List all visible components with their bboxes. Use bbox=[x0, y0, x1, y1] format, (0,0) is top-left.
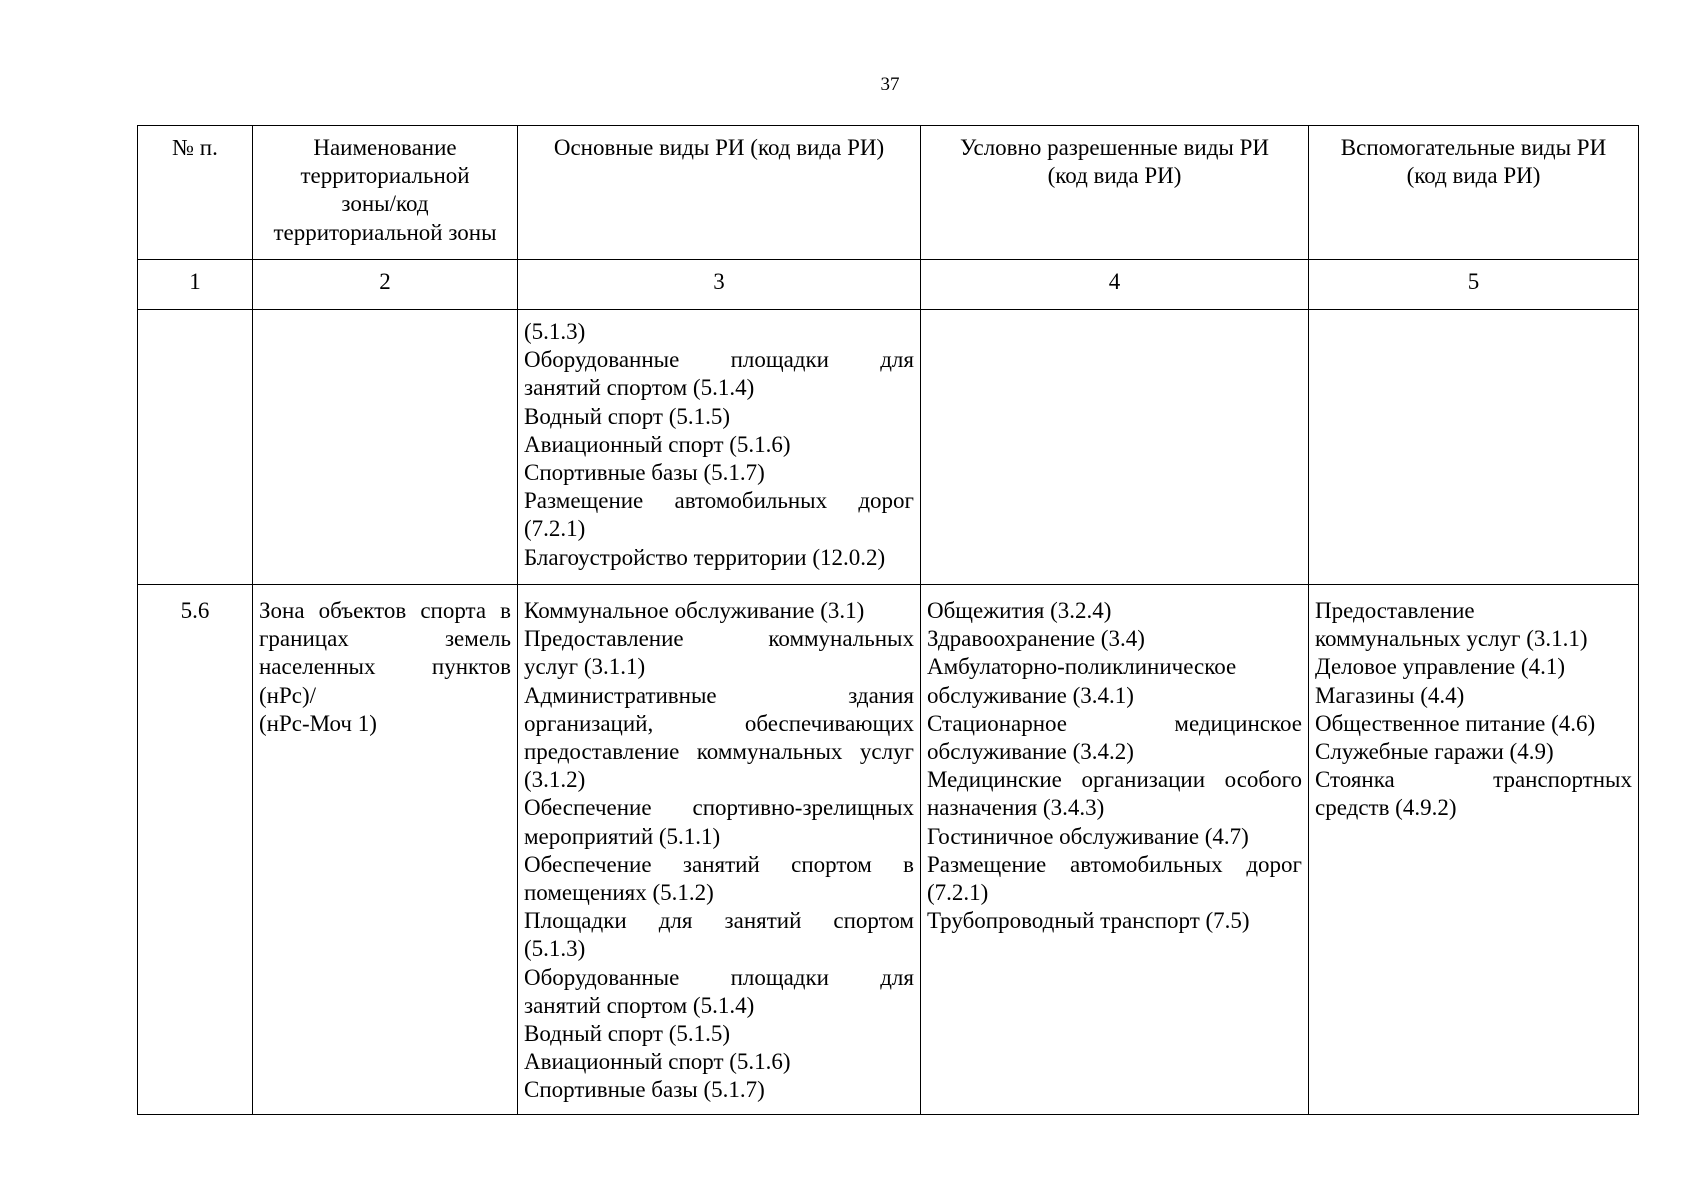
cell-text-line: Медицинские организации особого bbox=[927, 767, 1302, 793]
column-number: 4 bbox=[921, 260, 1309, 310]
cell-text-line: Площадки для занятий спортом bbox=[524, 908, 914, 934]
header-text-line: Наименование bbox=[313, 135, 457, 160]
row-number-cell: 5.6 bbox=[138, 585, 253, 1115]
cell-text-line: Размещение автомобильных дорог bbox=[524, 488, 914, 514]
cell-text-line: Здравоохранение (3.4) bbox=[927, 626, 1145, 652]
header-text-line: (код вида РИ) bbox=[1047, 163, 1182, 189]
header-text-line: Основные виды РИ (код вида РИ) bbox=[553, 135, 885, 160]
cell-text-line: Стоянка транспортных bbox=[1315, 767, 1632, 793]
cell-text-line: (7.2.1) bbox=[927, 880, 989, 906]
cell-text-line: предоставление коммунальных услуг bbox=[524, 739, 914, 765]
column-number: 2 bbox=[253, 260, 518, 310]
cell-text-line: обслуживание (3.4.2) bbox=[927, 739, 1134, 765]
zone-name-cell bbox=[253, 585, 518, 1115]
cell-text-line: Гостиничное обслуживание (4.7) bbox=[927, 823, 1249, 849]
column-number: 1 bbox=[138, 260, 253, 310]
cell-text-line: коммунальных услуг (3.1.1) bbox=[1315, 626, 1588, 652]
column-numbering-row bbox=[138, 260, 1639, 310]
header-text-line: Условно разрешенные виды РИ bbox=[959, 135, 1270, 160]
header-text-line: (код вида РИ) bbox=[1406, 163, 1541, 189]
zone-name-cell bbox=[253, 310, 518, 585]
cell-text-line: мероприятий (5.1.1) bbox=[524, 823, 721, 849]
cell-text-line: Обеспечение спортивно-зрелищных bbox=[524, 795, 914, 821]
cell-text-line: населенных пунктов bbox=[259, 654, 511, 680]
land-use-zones-table bbox=[137, 125, 1639, 1115]
cell-text-line: (5.1.3) bbox=[524, 936, 586, 962]
header-auxiliary-types bbox=[1309, 126, 1639, 260]
cell-text-line: Общежития (3.2.4) bbox=[927, 598, 1112, 623]
cell-text-line: границах земель bbox=[259, 626, 511, 652]
cell-text-line: Зона объектов спорта в bbox=[259, 598, 511, 623]
cell-text-line: Авиационный спорт (5.1.6) bbox=[524, 431, 791, 457]
cell-text-line: Магазины (4.4) bbox=[1315, 682, 1465, 708]
cell-text-line: средств (4.9.2) bbox=[1315, 795, 1457, 821]
cell-text-line: (нРс-Моч 1) bbox=[259, 710, 377, 736]
cell-text-line: организаций, обеспечивающих bbox=[524, 710, 914, 736]
cell-text-line: занятий спортом (5.1.4) bbox=[524, 375, 755, 401]
cell-text-line: Оборудованные площадки для bbox=[524, 347, 914, 373]
header-text-line: № п. bbox=[172, 135, 218, 160]
cell-text-line: (7.2.1) bbox=[524, 516, 586, 542]
cell-text-line: Трубопроводный транспорт (7.5) bbox=[927, 908, 1250, 934]
cell-text-line: услуг (3.1.1) bbox=[524, 654, 646, 680]
table-row bbox=[138, 585, 1639, 1115]
cell-text-line: Деловое управление (4.1) bbox=[1315, 654, 1566, 680]
header-text-line: зоны/код bbox=[341, 191, 429, 217]
cell-text-line: Амбулаторно-поликлиническое bbox=[927, 654, 1237, 680]
cell-text-line: Водный спорт (5.1.5) bbox=[524, 403, 731, 429]
cell-text-line: Размещение автомобильных дорог bbox=[927, 851, 1302, 877]
main-types-cell bbox=[518, 310, 921, 585]
cell-text-line: Предоставление коммунальных bbox=[524, 626, 914, 652]
column-number: 3 bbox=[518, 260, 921, 310]
cell-text-line: (5.1.3) bbox=[524, 319, 586, 344]
cell-text-line: Стационарное медицинское bbox=[927, 710, 1302, 736]
cell-text-line: помещениях (5.1.2) bbox=[524, 880, 714, 906]
cell-text-line: Водный спорт (5.1.5) bbox=[524, 1021, 731, 1047]
page-number: 37 bbox=[880, 74, 900, 95]
cell-text-line: Предоставление bbox=[1315, 598, 1475, 623]
cell-text-line: назначения (3.4.3) bbox=[927, 795, 1105, 821]
main-types-cell bbox=[518, 585, 921, 1115]
cell-text-line: Обеспечение занятий спортом в bbox=[524, 851, 914, 877]
header-zone-name bbox=[253, 126, 518, 260]
cell-text-line: Благоустройство территории (12.0.2) bbox=[524, 544, 886, 570]
cell-text-line: Спортивные базы (5.1.7) bbox=[524, 460, 765, 486]
cell-text-line: занятий спортом (5.1.4) bbox=[524, 992, 755, 1018]
conditional-types-cell bbox=[921, 310, 1309, 585]
cell-text-line: (3.1.2) bbox=[524, 767, 586, 793]
conditional-types-cell bbox=[921, 585, 1309, 1115]
header-text-line: территориальной bbox=[300, 163, 470, 189]
cell-text-line: Авиационный спорт (5.1.6) bbox=[524, 1049, 791, 1075]
cell-text-line: обслуживание (3.4.1) bbox=[927, 682, 1134, 708]
header-main-types bbox=[518, 126, 921, 260]
column-number: 5 bbox=[1309, 260, 1639, 310]
cell-text-line: (нРс)/ bbox=[259, 682, 317, 708]
cell-text-line: Административные здания bbox=[524, 682, 914, 708]
row-number-cell bbox=[138, 310, 253, 585]
table-row bbox=[138, 310, 1639, 585]
cell-text-line: Коммунальное обслуживание (3.1) bbox=[524, 598, 865, 623]
table-header-row bbox=[138, 126, 1639, 260]
header-text-line: территориальной зоны bbox=[273, 219, 497, 245]
header-conditional-types bbox=[921, 126, 1309, 260]
header-number bbox=[138, 126, 253, 260]
cell-text-line: Общественное питание (4.6) bbox=[1315, 710, 1596, 736]
cell-text-line: Оборудованные площадки для bbox=[524, 964, 914, 990]
cell-text-line: Служебные гаражи (4.9) bbox=[1315, 739, 1554, 765]
auxiliary-types-cell bbox=[1309, 585, 1639, 1115]
header-text-line: Вспомогательные виды РИ bbox=[1340, 135, 1607, 160]
auxiliary-types-cell bbox=[1309, 310, 1639, 585]
cell-text-line: Спортивные базы (5.1.7) bbox=[524, 1077, 765, 1103]
